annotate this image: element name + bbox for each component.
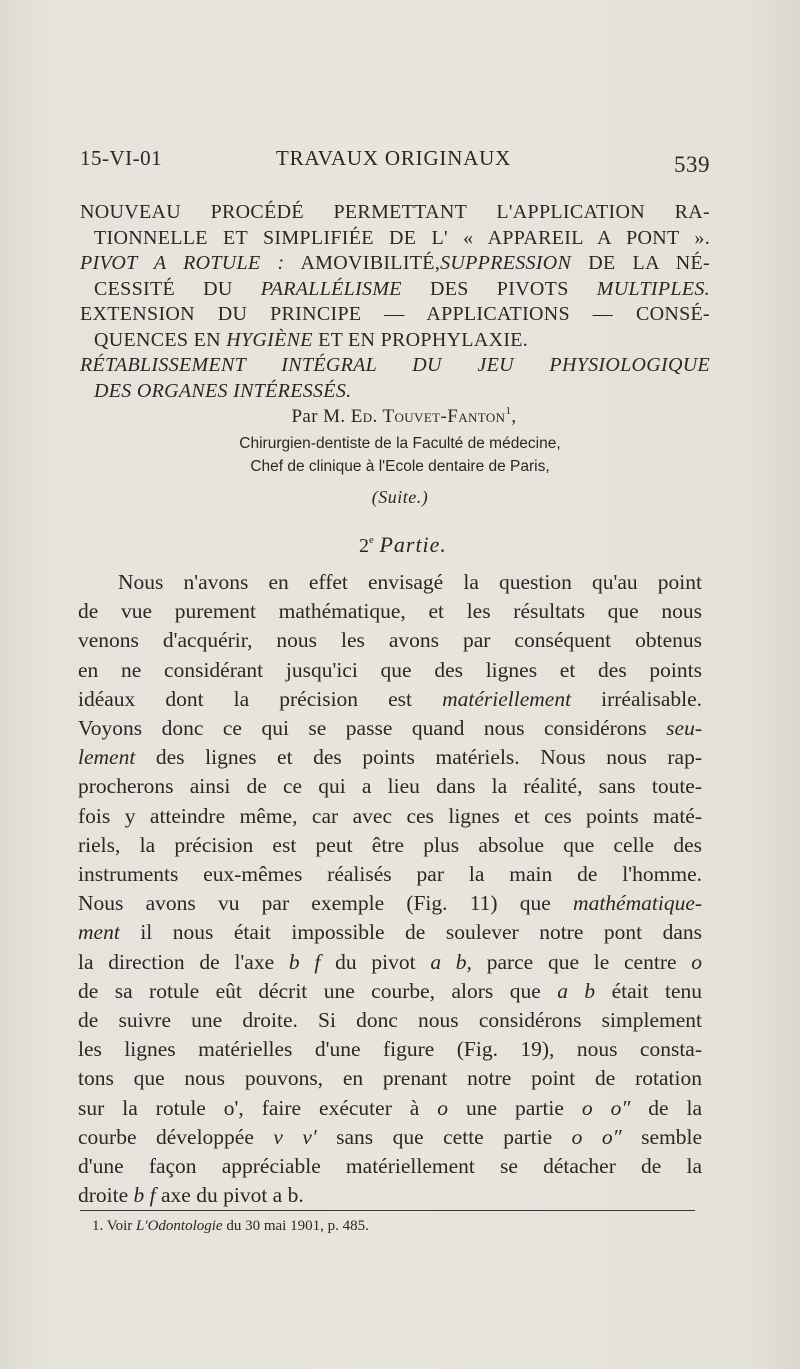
body-text-run: était tenu bbox=[611, 978, 703, 1003]
body-italic-run: o bbox=[437, 1095, 449, 1120]
footnote-text: Voir bbox=[106, 1218, 133, 1234]
body-italic-run: matériellement bbox=[442, 686, 572, 711]
body-text-run: droite bbox=[78, 1183, 129, 1208]
body-text-run: Voyons donc ce qui se passe quand nous considérons bbox=[78, 716, 647, 741]
author-affiliation-1: Chirurgien-dentiste de la Faculté de médecine, bbox=[239, 435, 561, 452]
footnote bbox=[92, 1218, 692, 1235]
body-line bbox=[78, 1123, 702, 1152]
body-text-run: il nous était impossible de soulever notre pont dans bbox=[140, 920, 703, 945]
title-necessite: DE LA NÉ- bbox=[588, 252, 710, 274]
body-line: tons que nous pouvons, en prenant notre point de rotation bbox=[78, 1066, 702, 1091]
author-line: Par M. Ed. Touvet-Fanton$^1$, bbox=[291, 405, 517, 427]
body-line bbox=[78, 1181, 702, 1210]
page-number: 539 bbox=[674, 152, 710, 177]
part-ordinal-number: 2 bbox=[359, 535, 370, 557]
body-text-run: irréalisable. bbox=[601, 686, 703, 711]
part-ordinal bbox=[359, 535, 374, 557]
body-line bbox=[78, 714, 702, 743]
body-italic-run: mathématique- bbox=[573, 891, 703, 916]
title-quences: QUENCES EN bbox=[94, 328, 221, 351]
title-line-3 bbox=[80, 251, 710, 277]
body-line: Nous n'avons en effet envisagé la question qu'au point bbox=[118, 570, 702, 594]
body-text-run: Nous avons vu par exemple (Fig. 11) que bbox=[78, 891, 551, 916]
body-line: riels, la précision est peut être plus absolue que celle des bbox=[78, 832, 702, 857]
body-text-run: du pivot bbox=[335, 949, 416, 974]
body-text-run: une partie bbox=[466, 1095, 564, 1120]
body-italic-run: b f bbox=[133, 1183, 156, 1208]
body-italic-run: v v' bbox=[273, 1124, 317, 1149]
body-text-run: de sa rotule eût décrit une courbe, alors que bbox=[78, 978, 541, 1003]
title-italic-parallelisme: PARALLÉLISME bbox=[260, 277, 402, 300]
author-footnote-mark: 1 bbox=[505, 405, 512, 417]
footnote-journal: L'Odontologie bbox=[136, 1218, 223, 1234]
body-text-run: sans que cette partie bbox=[336, 1124, 553, 1149]
body-italic-run: o o″ bbox=[571, 1124, 622, 1149]
part-heading bbox=[0, 532, 800, 558]
part-label: Partie. bbox=[379, 532, 447, 557]
body-italic-run: a b bbox=[557, 978, 596, 1003]
title-italic-multiples: MULTIPLES. bbox=[596, 277, 710, 300]
title-prophylaxie: ET EN PROPHYLAXIE. bbox=[318, 328, 529, 351]
body-text-run: courbe développée bbox=[78, 1124, 254, 1149]
title-italic-hygiene: HYGIÈNE bbox=[226, 328, 313, 351]
body-text-run: idéaux dont la précision est bbox=[78, 686, 413, 711]
title-cessite: CESSITÉ DU bbox=[94, 277, 233, 300]
suite-note: (Suite.) bbox=[371, 487, 429, 507]
body-line bbox=[78, 918, 702, 947]
body-line bbox=[78, 685, 702, 714]
issue-date: 15-VI-01 bbox=[80, 146, 163, 170]
body-line: en ne considérant jusqu'ici que des lignes et des points bbox=[78, 657, 702, 682]
body-line: venons d'acquérir, nous les avons par conséquent obtenus bbox=[78, 628, 702, 653]
body-italic-run: o o″ bbox=[581, 1095, 631, 1120]
body-line bbox=[78, 948, 702, 977]
section-title: TRAVAUX ORIGINAUX bbox=[276, 146, 512, 170]
footnote-rule bbox=[80, 1210, 695, 1211]
body-text-run: semble bbox=[641, 1124, 703, 1149]
title-line-8: DES ORGANES INTÉRESSÉS. bbox=[94, 379, 352, 402]
body-line: fois y atteindre même, car avec ces lignes et ces points maté- bbox=[78, 803, 702, 828]
body-text-run: des lignes et des points matériels. Nous nous rap- bbox=[155, 745, 702, 770]
title-line-2: TIONNELLE ET SIMPLIFIÉE DE L' « APPAREIL A PONT ». bbox=[94, 226, 710, 249]
running-head bbox=[80, 146, 710, 176]
body-line bbox=[78, 977, 702, 1006]
body-text-run: sur la rotule o', faire exécuter à bbox=[78, 1095, 420, 1120]
title-line-1: NOUVEAU PROCÉDÉ PERMETTANT L'APPLICATION RA- bbox=[80, 201, 710, 223]
title-line-4 bbox=[80, 277, 710, 303]
article-title bbox=[80, 200, 710, 404]
body-italic-run: lement bbox=[78, 745, 136, 770]
footnote-number: 1. bbox=[92, 1218, 104, 1234]
body-line: les lignes matérielles d'une figure (Fig. 19), nous consta- bbox=[78, 1037, 702, 1062]
title-italic-pivot: PIVOT A ROTULE : bbox=[80, 252, 285, 274]
body-line bbox=[78, 1094, 702, 1123]
article-body bbox=[78, 568, 702, 1210]
footnote-reference: du 30 mai 1901, p. 485. bbox=[226, 1218, 369, 1234]
body-line: de vue purement mathématique, et les résultats que nous bbox=[78, 599, 702, 624]
title-line-7: RÉTABLISSEMENT INTÉGRAL DU JEU PHYSIOLOGIQUE bbox=[80, 354, 710, 376]
body-line bbox=[78, 743, 702, 772]
body-line bbox=[78, 889, 702, 918]
body-text-run: de la bbox=[648, 1095, 703, 1120]
body-text-run: axe du pivot a b. bbox=[161, 1183, 304, 1208]
title-italic-suppression: SUPPRESSION bbox=[440, 252, 572, 274]
title-line-5: EXTENSION DU PRINCIPE — APPLICATIONS — CONSÉ- bbox=[80, 303, 710, 325]
body-italic-run: a b, bbox=[430, 949, 472, 974]
body-italic-run: o bbox=[691, 949, 703, 974]
body-line: de suivre une droite. Si donc nous considérons simplement bbox=[78, 1008, 702, 1033]
body-text-run: parce que le centre bbox=[486, 949, 677, 974]
body-italic-run: seu- bbox=[666, 716, 702, 741]
body-italic-run: b f bbox=[288, 949, 321, 974]
author-par: Par M. bbox=[291, 406, 346, 427]
title-amovibilite: AMOVIBILITÉ, bbox=[300, 252, 441, 274]
title-line-6 bbox=[80, 328, 710, 354]
body-line: instruments eux-mêmes réalisés par la main de l'homme. bbox=[78, 862, 702, 887]
body-line: procherons ainsi de ce qui a lieu dans la réalité, sans toute- bbox=[78, 774, 702, 799]
body-text-run: la direction de l'axe bbox=[78, 949, 275, 974]
title-des-pivots: DES PIVOTS bbox=[429, 277, 569, 300]
author-name: Ed. Touvet-Fanton bbox=[350, 406, 506, 427]
part-ordinal-suffix: e bbox=[369, 534, 374, 546]
body-italic-run: ment bbox=[78, 920, 120, 945]
author-affiliation-2: Chef de clinique à l'Ecole dentaire de Paris, bbox=[250, 458, 550, 475]
body-line: d'une façon appréciable matériellement se détacher de la bbox=[78, 1154, 702, 1179]
